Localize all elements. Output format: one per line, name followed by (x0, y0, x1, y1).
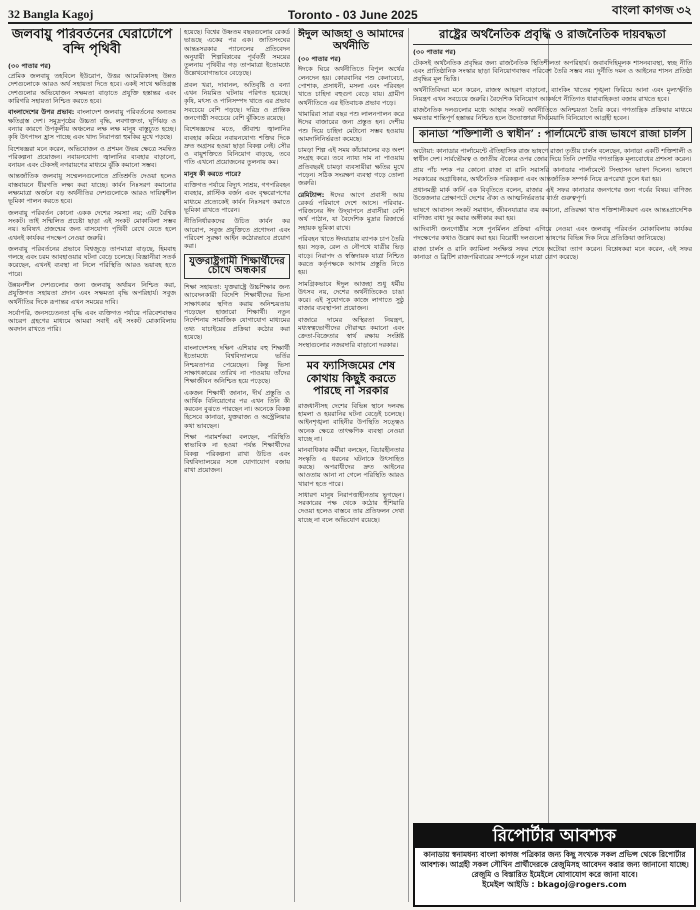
paragraph: সামগ্রিকভাবে ঈদুল আজহা শুধু ধর্মীয় উৎসব নয়, দেশের অর্থনীতিকেও চাঙা করে। এই সুযোগকে কাজে লাগাতে সুষ্ঠু বাজার ব্যবস্থাপনা প্রয়োজন। (298, 279, 404, 313)
paragraph: শিক্ষা সহায়তা: যুক্তরাষ্ট্রে উচ্চশিক্ষার জন্য আবেদনকারী বিদেশি শিক্ষার্থীদের ভিসা সাক্ষাৎকার স্থগিত করায় অনিশ্চয়তায় পড়েছেন হাজারো শিক্ষার্থী। নতুন নির্দেশনায় সামাজিক যোগাযোগ মাধ্যমের তথ্য যাচাইয়ের প্রক্রিয়া কঠোর করা হয়েছে। (184, 283, 290, 341)
column-rule (408, 28, 409, 902)
paragraph: উন্নয়নশীল দেশগুলোর জন্য জলবায়ু অর্থায়ন নিশ্চিত করা, প্রযুক্তিগত সহায়তা প্রদান এবং সক্ষমতা বৃদ্ধি অপরিহার্য। সবুজ অর্থনীতির দিকে রূপান্তর এখন সময়ের দাবি। (8, 281, 176, 306)
paragraph: মানবাধিকার কর্মীরা বলছেন, বিচারহীনতার সংস্কৃতি এ ধরনের ঘটনাকে উৎসাহিত করছে। অপরাধীদের দ্রুত আইনের আওতায় আনা না গেলে পরিস্থিতি আরও খারাপ হতে পারে। (298, 446, 404, 488)
paragraph: বাংলাদেশ জলবায়ু পরিবর্তনের অন্যতম ক্ষতিগ্রস্ত দেশ। সমুদ্রপৃষ্ঠের উচ্চতা বৃদ্ধি, লবণাক্ততা, ঘূর্ণিঝড় ও বন্যার কারণে উপকূলীয় অঞ্চলের লক্ষ লক্ষ মানুষ বাস্তুচ্যুত হচ্ছে। কৃষি উৎপাদন হ্রাস পাচ্ছে এবং খাদ্য নিরাপত্তা হুমকির মুখে পড়ছে। (8, 108, 176, 142)
paragraph: প্রধানমন্ত্রী মার্ক কার্নি এক বিবৃতিতে বলেন, রাজার এই সফর কানাডার জনগণের জন্য গর্বের বিষয়। বাণিজ্য উত্তেজনার প্রেক্ষাপটে দেশের ঐক্য ও আত্মনির্ভরতার বার্তা গুরুত্বপূর্ণ। (413, 186, 692, 203)
subheading: মানুষ কী করতে পারে? (184, 169, 242, 178)
page-number-right: বাংলা কাগজ ৩২ (612, 3, 692, 17)
paragraph: ঈদকে ঘিরে অর্থনীতিতে বিপুল অর্থের লেনদেন হয়। কোরবানির পশু কেনাবেচা, পোশাক, প্রসাধনী, মসলা এবং পরিবহন খাতে চাহিদা বহুগুণ বেড়ে যায়। গ্রামীণ অর্থনীতিতে এর ইতিবাচক প্রভাব পড়ে। (298, 65, 404, 107)
paragraph: বিশেষজ্ঞরা মনে করেন, অভিযোজন ও প্রশমন উভয় ক্ষেত্রে সমন্বিত পরিকল্পনা প্রয়োজন। নবায়নযোগ্য জ্বালানির ব্যবহার বাড়ানো, বনায়ন এবং টেকসই নগরায়ণের মাধ্যমে ঝুঁকি কমানো সম্ভব। (8, 144, 176, 170)
paragraph: ঈদের আগে প্রবাসী আয় রেকর্ড পরিমাণে দেশে আসে। পরিবার-পরিজনের ঈদ উদ্‌যাপনে প্রবাসীরা বেশি অর্থ পাঠান, যা বৈদেশিক মুদ্রার রিজার্ভে সহায়ক ভূমিকা রাখে। (298, 190, 404, 232)
paragraph: চামড়া শিল্প এই সময় কাঁচামালের বড় অংশ সংগ্রহ করে। তবে ন্যায্য দাম না পাওয়ায় প্রতিবছরই চামড়া ব্যবসায়ীরা ক্ষতির মুখে পড়েন। সঠিক সংরক্ষণ ব্যবস্থা গড়ে তোলা জরুরি। (298, 146, 404, 188)
ad-title: রিপোর্টার আবশ্যক (415, 825, 694, 848)
page-number-left: 32 Bangla Kagoj (8, 7, 94, 21)
paragraph: টেকসই অর্থনৈতিক প্রবৃদ্ধির জন্য রাজনৈতিক স্থিতিশীলতা অপরিহার্য। জবাবদিহিমূলক শাসনব্যবস্থা, স্বচ্ছ নীতি এবং প্রাতিষ্ঠানিক সংস্কার ছাড়া বিনিয়োগবান্ধব পরিবেশ তৈরি সম্ভব নয়। দুর্নীতি দমন ও আইনের শাসন প্রতিষ্ঠা প্রবৃদ্ধির মূল ভিত্তি। (413, 58, 692, 84)
paragraph: প্রেমিক জলবায়ু তহবিলে ইউরোপ, উত্তর আমেরিকাসহ উন্নত দেশগুলোকে আরও অর্থ সহায়তা দিতে হবে। একই সাথে ক্ষতিগ্রস্ত দেশগুলোর অভিযোজন সক্ষমতা বাড়াতে প্রযুক্তি হস্তান্তর এবং কারিগরি সহায়তা নিশ্চিত করতে হবে। (8, 72, 176, 106)
paragraph: হয়েছে। বিশ্বের উষ্ণতম বছরগুলোর রেকর্ড ভাঙছে একের পর এক। জাতিসংঘের আন্তঃসরকার প্যানেলের প্রতিবেদন অনুযায়ী শিল্পবিপ্লবের পূর্ববর্তী সময়ের তুলনায় পৃথিবীর গড় তাপমাত্রা ইতোমধ্যে উল্লেখযোগ্যভাবে বেড়েছে। (184, 28, 290, 78)
paragraph: আদিবাসী জনগোষ্ঠীর সঙ্গে পুনর্মিলন প্রক্রিয়া এগিয়ে নেওয়া এবং জলবায়ু পরিবর্তন মোকাবিলায় কার্যকর পদক্ষেপের কথাও উল্লেখ করা হয়। বিরোধী দলগুলো ভাষণের বিভিন্ন দিক নিয়ে প্রতিক্রিয়া জানিয়েছে। (413, 225, 692, 242)
subheading: রেমিট্যান্স: (298, 190, 325, 199)
column-rule (294, 28, 295, 902)
article-climate (8, 28, 176, 902)
paragraph: সর্বোপরি, জনসচেতনতা বৃদ্ধি এবং ব্যক্তিগত পর্যায়ে পরিবেশবান্ধব আচরণ গ্রহণের মাধ্যমে আমরা সবাই এই সংকট মোকাবিলায় অবদান রাখতে পারি। (8, 308, 176, 334)
page-header (8, 4, 692, 24)
paragraph: জলবায়ু পরিবর্তন কোনো একক দেশের সমস্যা নয়; এটি বৈশ্বিক সংকট। তাই সম্মিলিত প্রচেষ্টা ছাড়া এই সংকট মোকাবিলা সম্ভব নয়। ভবিষ্যৎ প্রজন্মের জন্য বাসযোগ্য পৃথিবী রেখে যেতে হলে এখনই কার্যকর পদক্ষেপ নেওয়া জরুরি। (8, 208, 176, 242)
article-state-economy (413, 28, 692, 818)
paragraph: শিক্ষা পরামর্শকরা বলছেন, পরিস্থিতি স্বাভাবিক না হওয়া পর্যন্ত শিক্ষার্থীদের বিকল্প পরিকল্পনা রাখা উচিত এবং বিশ্ববিদ্যালয়ের সঙ্গে যোগাযোগ বজায় রাখা প্রয়োজন। (184, 433, 290, 475)
headline-state: রাষ্ট্রের অর্থনৈতিক প্রবৃদ্ধি ও রাজনৈতিক দায়বদ্ধতা (413, 28, 692, 45)
paragraph: একজন শিক্ষার্থী জানান, দীর্ঘ প্রস্তুতি ও আর্থিক বিনিয়োগের পর এখন তিনি কী করবেন বুঝতে পারছেন না। অনেকে বিকল্প হিসেবে কানাডা, যুক্তরাজ্য ও অস্ট্রেলিয়ার কথা ভাবছেন। (184, 388, 290, 430)
paragraph: পরিবহন খাতে ঈদযাত্রায় ব্যাপক চাপ তৈরি হয়। সড়ক, রেল ও নৌপথে যাত্রীর ভিড় বাড়ে। নিরাপদ ও স্বস্তিদায়ক যাত্রা নিশ্চিত করতে কর্তৃপক্ষকে আগাম প্রস্তুতি নিতে হয়। (298, 235, 404, 277)
column-rule (180, 28, 181, 902)
paragraph: রাজনৈতিক দলগুলোর মধ্যে আস্থার সংকট অর্থনীতিতে অনিশ্চয়তা তৈরি করে। গণতান্ত্রিক প্রক্রিয়ার মাধ্যমে ক্ষমতার শান্তিপূর্ণ হস্তান্তর নিশ্চিত হলে উদ্যোক্তারা দীর্ঘমেয়াদি বিনিয়োগে আগ্রহী হবেন। (413, 106, 692, 123)
paragraph: রাজধানীসহ দেশের বিভিন্ন স্থানে দলবদ্ধ হামলা ও হয়রানির ঘটনা বেড়েই চলেছে। আইনশৃঙ্খলা বাহিনীর উপস্থিতি সত্ত্বেও অনেক ক্ষেত্রে তাৎক্ষণিক ব্যবস্থা নেওয়া যাচ্ছে না। (298, 401, 404, 444)
headline-students: যুক্তরাষ্ট্রগামী শিক্ষার্থীদের চোখে অন্ধকার (184, 254, 290, 279)
paragraph: ভাষণে আবাসন সংকট সমাধান, জীবনযাত্রার ব্যয় কমানো, প্রতিরক্ষা খাত শক্তিশালীকরণ এবং আন্তঃপ্রাদেশিক বাণিজ্য বাধা দূর করার অঙ্গীকার করা হয়। (413, 205, 692, 222)
continued-label: (৩০ পাতার পর) (298, 55, 341, 64)
article-eid-economy (298, 28, 404, 902)
ad-text: রেজুমি ও বিস্তারিত ইমেইলে যোগাযোগ করে জানা যাবে। (471, 870, 638, 879)
paragraph: জলবায়ু পরিবর্তনের প্রভাবে বিশ্বজুড়ে তাপমাত্রা বাড়ছে, হিমবাহ গলছে এবং চরম আবহাওয়ার ঘটনা বেড়ে চলেছে। বিজ্ঞানীরা সতর্ক করেছেন, এখনই ব্যবস্থা না নিলে পরিস্থিতি আরও ভয়াবহ হতে পারে। (8, 244, 176, 278)
paragraph: নীতিনির্ধারকদের উচিত কার্বন কর আরোপ, সবুজ প্রযুক্তিতে প্রণোদনা এবং পরিবেশ সুরক্ষা আইন কঠোরভাবে প্রয়োগ করা। (184, 217, 290, 251)
ad-text: কানাডায় স্বনামধন্য বাংলা কাগজ পত্রিকার জন্য কিছু সংখ্যক সকল প্রভিন্স থেকে রিপোর্টার আবশ্যক। আগ্রহী সকল সৌখিন প্রার্থীদেরকে রেজুমিসহ আবেদন করার জন্য জানানো যাচ্ছে। (420, 850, 689, 869)
headline-eid: ঈদুল আজহা ও আমাদের অর্থনীতি (298, 28, 404, 53)
subheading: বাংলাদেশের উপর প্রভাব: (8, 108, 75, 117)
paragraph: সাধারণ মানুষ নিরাপত্তাহীনতায় ভুগছেন। সরকারের পক্ষ থেকে কঠোর হুঁশিয়ারি দেওয়া হলেও বাস্তবে তার প্রতিফলন দেখা যাচ্ছে না বলে অভিযোগ রয়েছে। (298, 490, 404, 524)
paragraph: অটোয়া: কানাডার পার্লামেন্টে ঐতিহাসিক রাজ ভাষণে রাজা তৃতীয় চার্লস বলেছেন, কানাডা একটি শক্তিশালী ও স্বাধীন দেশ। সার্বভৌমত্ব ও জাতীয় ঐক্যের ওপর জোর দিয়ে তিনি দেশটির গণতান্ত্রিক মূল্যবোধের প্রশংসা করেন। (413, 146, 692, 164)
paragraph: প্রায় পাঁচ দশক পর কোনো রাজা বা রানি সরাসরি কানাডার পার্লামেন্টে সিংহাসন ভাষণ দিলেন। ভাষণে সরকারের অগ্রাধিকার, অর্থনৈতিক পরিকল্পনা এবং আন্তর্জাতিক সম্পর্ক নিয়ে রূপরেখা তুলে ধরা হয়। (413, 166, 692, 183)
paragraph: বিশেষজ্ঞদের মতে, জীবাশ্ম জ্বালানির ব্যবহার কমিয়ে নবায়নযোগ্য শক্তির দিকে দ্রুত অগ্রসর হওয়া ছাড়া বিকল্প নেই। সৌর ও বায়ুশক্তিতে বিনিয়োগ বাড়ছে, তবে গতি এখনো প্রয়োজনের তুলনায় কম। (184, 125, 290, 167)
headline-canada: কানাডা ‘শক্তিশালী ও স্বাধীন’ : পার্লামেন্টে রাজ ভাষণে রাজা চার্লস (413, 127, 692, 143)
paragraph: অর্থনীতিবিদরা মনে করেন, রাজস্ব আহরণ বাড়ানো, ব্যাংকিং খাতের শৃঙ্খলা ফিরিয়ে আনা এবং মূল্যস্ফীতি নিয়ন্ত্রণ এখন সবচেয়ে জরুরি। বৈদেশিক বিনিয়োগ আকর্ষণে নীতিগত ধারাবাহিকতা বজায় রাখতে হবে। (413, 86, 692, 103)
headline-climate: জলবায়ু পরিবর্তনের ঘেরাটোপে বন্দি পৃথিবী (11, 28, 173, 57)
reporter-wanted-ad (413, 823, 696, 907)
paragraph: বাজারে দামের অস্থিরতা নিয়ন্ত্রণ, মধ্যস্বত্বভোগীদের দৌরাত্ম্য কমানো এবং ক্রেতা-বিক্রেতার স্বার্থ রক্ষায় সংশ্লিষ্ট সংস্থাগুলোর নজরদারি বাড়ানো দরকার। (298, 315, 404, 349)
paragraph: আন্তর্জাতিক জলবায়ু সম্মেলনগুলোতে প্রতিশ্রুতি দেওয়া হলেও বাস্তবায়নে ধীরগতি লক্ষ্য করা যাচ্ছে। কার্বন নিঃসরণ কমানোর লক্ষ্যমাত্রা অর্জনে বড় অর্থনীতির দেশগুলোকে আরও দায়িত্বশীল ভূমিকা পালন করতে হবে। (8, 172, 176, 206)
continued-label: (৩০ পাতার পর) (8, 61, 51, 70)
article-climate-continued (184, 28, 290, 902)
headline-mob: মব ফ্যাসিজমের শেষ কোথায় কিছুই করতে পারছে না সরকার (298, 355, 404, 398)
paragraph: রাজা চার্লস ও রানি ক্যামিলা সংক্ষিপ্ত সফর শেষে অটোয়া ত্যাগ করেন। বিশ্লেষকরা মনে করেন, এই সফর কানাডা ও ব্রিটিশ রাজপরিবারের সম্পর্কে নতুন মাত্রা যোগ করেছে। (413, 244, 692, 262)
paragraph: খামারিরা সারা বছর পশু লালনপালন করে ঈদের বাজারের জন্য প্রস্তুত হন। দেশীয় পশু দিয়ে চাহিদা মেটানো সম্ভব হওয়ায় আমদানিনির্ভরতা কমেছে। (298, 109, 404, 143)
paragraph: প্রবল খরা, দাবানল, অতিবৃষ্টি ও বন্যা এখন নিয়মিত ঘটনায় পরিণত হয়েছে। কৃষি, মৎস্য ও পানিসম্পদ খাতে এর প্রভাব সবচেয়ে বেশি পড়ছে। দরিদ্র ও প্রান্তিক জনগোষ্ঠী সবচেয়ে বেশি ঝুঁকিতে রয়েছে। (184, 80, 290, 122)
paragraph: ব্যক্তিগত পর্যায়ে বিদ্যুৎ সাশ্রয়, গণপরিবহন ব্যবহার, প্লাস্টিক বর্জন এবং বৃক্ষরোপণের মাধ্যমে প্রত্যেকেই কার্বন নিঃসরণ কমাতে ভূমিকা রাখতে পারেন। (184, 181, 290, 214)
ad-email[interactable]: ইমেইল আইডি : bkagoj@rogers.com (482, 880, 627, 889)
continued-label: (৩০ পাতার পর) (413, 48, 456, 57)
paragraph: বাংলাদেশসহ দক্ষিণ এশিয়ার বহু শিক্ষার্থী ইতোমধ্যে বিশ্ববিদ্যালয়ে ভর্তির নিশ্চয়তাপত্র পেয়েছেন। কিন্তু ভিসা সাক্ষাৎকারের তারিখ না পাওয়ায় তাঁদের শিক্ষাজীবন অনিশ্চিত হয়ে পড়েছে। (184, 344, 290, 386)
edition-date: Toronto - 03 June 2025 (287, 8, 418, 22)
